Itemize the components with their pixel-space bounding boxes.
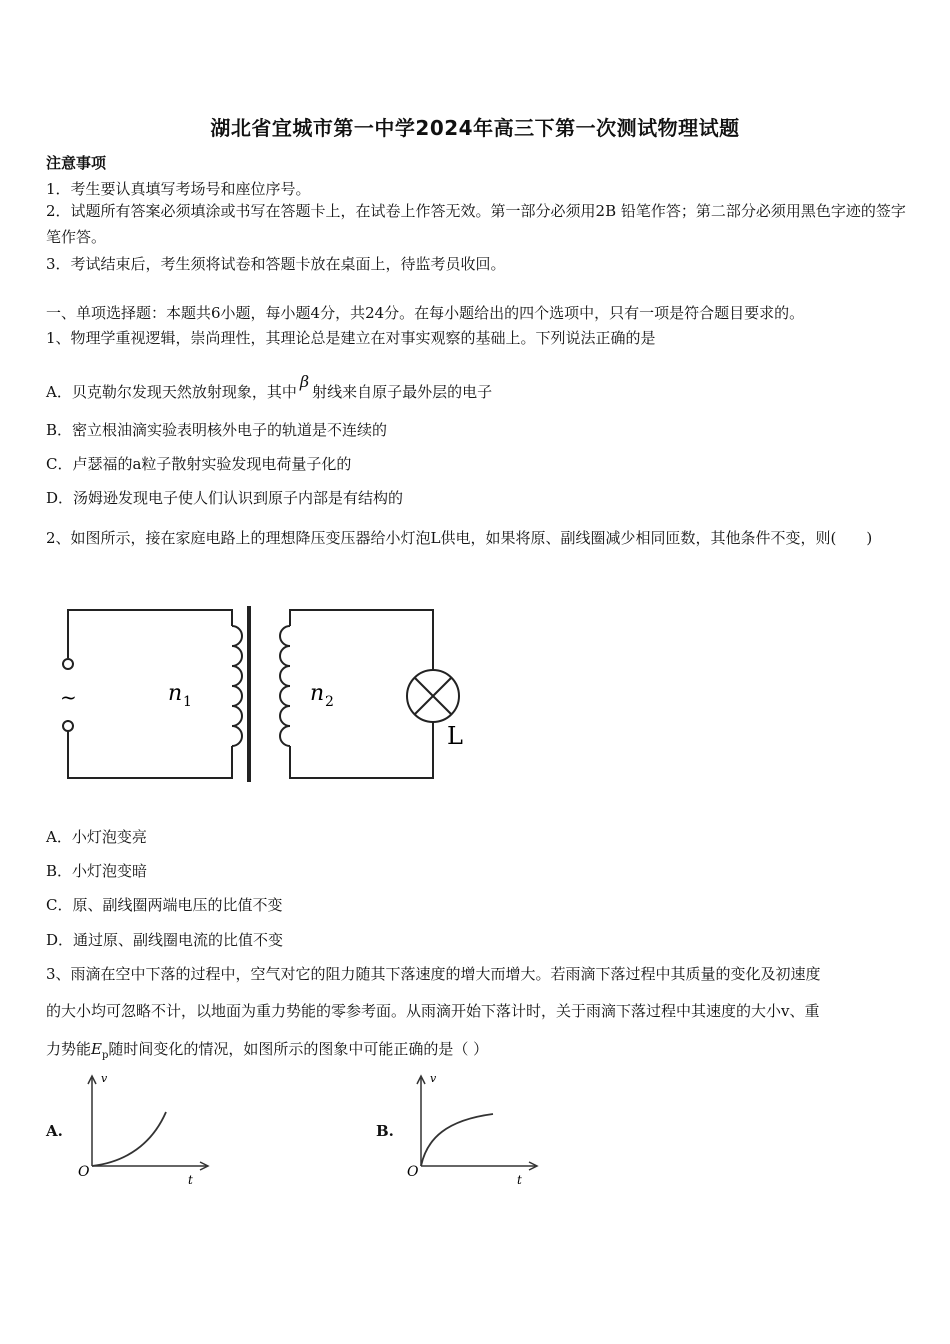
secondary-wire-top xyxy=(290,610,433,670)
q1-option-c: C．卢瑟福的a粒子散射实验发现电荷量子化的 xyxy=(46,455,352,473)
page-title: 湖北省宜城市第一中学2024年高三下第一次测试物理试题 xyxy=(210,116,740,140)
ep-symbol: E xyxy=(91,1040,102,1058)
q2-option-d: D．通过原、副线圈电流的比值不变 xyxy=(46,931,284,949)
q3-graph-a xyxy=(76,1068,216,1186)
q2-option-a: A．小灯泡变亮 xyxy=(46,828,147,846)
v-curve-accelerating xyxy=(92,1112,166,1166)
primary-wire-top xyxy=(68,610,232,658)
y-axis-label: v xyxy=(101,1072,108,1085)
q3-stem-text-end: 随时间变化的情况，如图所示的图象中可能正确的是（ ） xyxy=(108,1040,489,1058)
q2-option-c: C．原、副线圈两端电压的比值不变 xyxy=(46,896,283,914)
section-heading: 一、单项选择题：本题共6小题，每小题4分，共24分。在每小题给出的四个选项中，只有一项是符合题目要求的。 xyxy=(46,304,805,322)
origin-label: O xyxy=(407,1164,419,1180)
notice-heading: 注意事项 xyxy=(46,154,107,172)
q3-stem-text: 力势能 xyxy=(46,1040,92,1058)
q1-option-a xyxy=(46,372,492,402)
q3-graph-a-label: A. xyxy=(46,1122,63,1140)
primary-wire-bottom xyxy=(68,720,232,778)
q1-stem: 1、物理学重视逻辑，崇尚理性，其理论总是建立在对事实观察的基础上。下列说法正确的是 xyxy=(46,329,656,347)
n1-subscript: 1 xyxy=(183,694,192,710)
q1-option-a-text: A．贝克勒尔发现天然放射现象，其中 xyxy=(46,383,297,401)
q1-option-d: D．汤姆逊发现电子使人们认识到原子内部是有结构的 xyxy=(46,489,404,507)
q2-option-b: B．小灯泡变暗 xyxy=(46,862,148,880)
secondary-wire-bottom xyxy=(290,722,433,778)
primary-coil xyxy=(232,626,242,746)
terminal-top xyxy=(63,659,73,669)
q1-option-b: B．密立根油滴实验表明核外电子的轨道是不连续的 xyxy=(46,421,388,439)
q1-option-a-text-end: 射线来自原子最外层的电子 xyxy=(312,383,493,401)
q3-graph-b xyxy=(405,1068,545,1186)
v-curve-saturating xyxy=(421,1114,493,1166)
beta-symbol: β xyxy=(299,372,310,391)
ep-subscript: p xyxy=(101,1050,109,1061)
q2-stem: 2、如图所示，接在家庭电路上的理想降压变压器给小灯泡L供电，如果将原、副线圈减少相同匝数，其他条件不变，则( ) xyxy=(46,529,873,547)
lamp-label: L xyxy=(447,722,463,750)
q3-graph-b-label: B. xyxy=(376,1122,394,1140)
q3-stem-line-3 xyxy=(46,1038,488,1061)
n1-label: n xyxy=(168,681,183,706)
q3-stem-line-1: 3、雨滴在空中下落的过程中，空气对它的阻力随其下落速度的增大而增大。若雨滴下落过程中其质量的变化及初速度 xyxy=(46,965,821,983)
notice-item-3: 3．考试结束后，考生须将试卷和答题卡放在桌面上，待监考员收回。 xyxy=(46,255,506,273)
origin-label: O xyxy=(78,1164,90,1180)
n2-subscript: 2 xyxy=(325,694,334,710)
terminal-bottom xyxy=(63,721,73,731)
x-axis-label: t xyxy=(517,1173,522,1186)
q3-stem-line-2: 的大小均可忽略不计，以地面为重力势能的零参考面。从雨滴开始下落计时，关于雨滴下落过程中其速度的大小v、重 xyxy=(46,1002,820,1020)
y-axis-label: v xyxy=(430,1072,437,1085)
secondary-coil xyxy=(280,626,290,746)
n2-label: n xyxy=(310,681,325,706)
notice-item-2: 2．试题所有答案必须填涂或书写在答题卡上，在试卷上作答无效。第一部分必须用2B 铅笔作答；第二部分必须用黑色字迹的签字笔作答。 xyxy=(46,202,906,246)
notice-item-1: 1．考生要认真填写考场号和座位序号。 xyxy=(46,180,311,198)
ac-source-symbol: ~ xyxy=(60,685,77,709)
transformer-circuit-diagram xyxy=(50,598,480,788)
x-axis-label: t xyxy=(188,1173,193,1186)
